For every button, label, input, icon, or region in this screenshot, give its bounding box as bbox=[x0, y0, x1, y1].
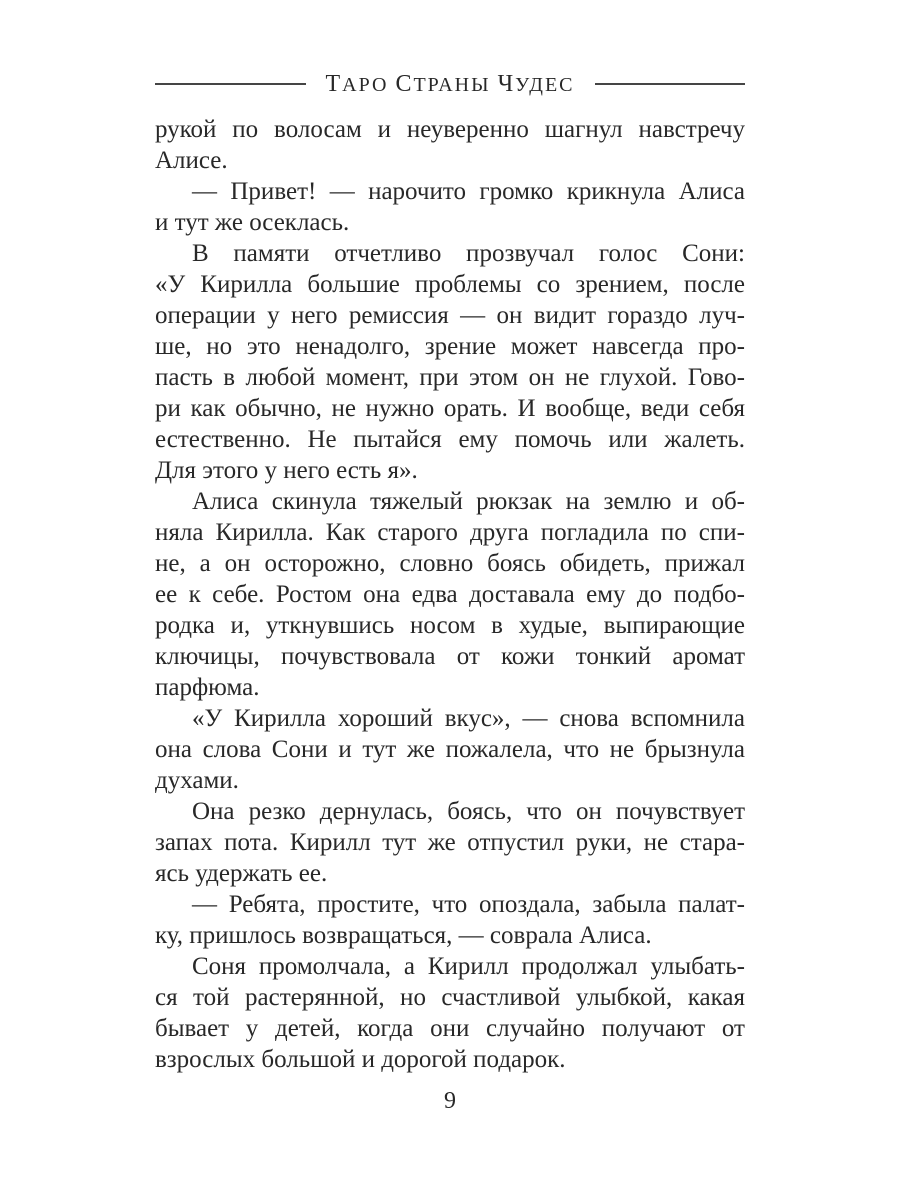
text-line: рукой по волосам и неуверенно шагнул навстречу bbox=[155, 116, 745, 143]
text-line: — Ребята, простите, что опоздала, забыла палат- bbox=[192, 891, 745, 918]
text-line: парфюма. bbox=[155, 674, 260, 701]
paragraph bbox=[155, 951, 745, 1075]
text-line: запах пота. Кирилл тут же отпустил руки, не стара- bbox=[155, 829, 745, 856]
text-line: она слова Сони и тут же пожалела, что не брызнула bbox=[155, 736, 745, 763]
text-line: Она резко дернулась, боясь, что он почувствует bbox=[192, 798, 745, 825]
text-line: «У Кирилла большие проблемы со зрением, после bbox=[155, 271, 745, 298]
text-line: ку, пришлось возвращаться, — соврала Алиса. bbox=[155, 922, 652, 949]
paragraph bbox=[155, 114, 745, 176]
text-line: и тут же осеклась. bbox=[155, 209, 350, 236]
text-line: ключицы, почувствовала от кожи тонкий аромат bbox=[155, 643, 745, 670]
header-rule-right bbox=[595, 83, 746, 85]
text-line: Алисе. bbox=[155, 147, 228, 174]
running-header bbox=[155, 70, 745, 98]
text-line: бывает у детей, когда они случайно получают от bbox=[155, 1015, 745, 1042]
text-line: ее к себе. Ростом она едва доставала ему до подбо- bbox=[155, 581, 745, 608]
text-line: духами. bbox=[155, 767, 239, 794]
text-line: взрослых большой и дорогой подарок. bbox=[155, 1046, 566, 1073]
text-line: пасть в любой момент, при этом он не глухой. Гово- bbox=[155, 364, 745, 391]
text-line: ри как обычно, не нужно орать. И вообще, веди себя bbox=[155, 395, 745, 422]
text-line: — Привет! — нарочито громко крикнула Алиса bbox=[192, 178, 745, 205]
paragraph bbox=[155, 176, 745, 238]
text-line: «У Кирилла хороший вкус», — снова вспомнила bbox=[192, 705, 745, 732]
text-line: операции у него ремиссия — он видит гораздо луч- bbox=[155, 302, 745, 329]
text-line: ше, но это ненадолго, зрение может навсегда про- bbox=[155, 333, 745, 360]
text-line: ся той растерянной, но счастливой улыбкой, какая bbox=[155, 984, 745, 1011]
text-line: няла Кирилла. Как старого друга погладила по спи- bbox=[155, 519, 745, 546]
page-footer bbox=[0, 1088, 900, 1114]
text-line: Алиса скинула тяжелый рюкзак на землю и об- bbox=[192, 488, 745, 515]
text-line: Соня промолчала, а Кирилл продолжал улыбать- bbox=[192, 953, 745, 980]
text-line: естественно. Не пытайся ему помочь или жалеть. bbox=[155, 426, 745, 453]
paragraph bbox=[155, 703, 745, 796]
paragraph bbox=[155, 796, 745, 889]
header-rule-left bbox=[155, 83, 306, 85]
text-line: ясь удержать ее. bbox=[155, 860, 328, 887]
paragraph bbox=[155, 889, 745, 951]
text-line: В памяти отчетливо прозвучал голос Сони: bbox=[192, 240, 745, 267]
paragraph bbox=[155, 238, 745, 486]
book-title: ТАРО СТРАНЫ ЧУДЕС bbox=[325, 70, 575, 97]
text-line: не, а он осторожно, словно боясь обидеть, прижал bbox=[155, 550, 745, 577]
text-line: родка и, уткнувшись носом в худые, выпирающие bbox=[155, 612, 745, 639]
paragraph bbox=[155, 486, 745, 703]
page-text bbox=[155, 114, 745, 1075]
text-line: Для этого у него есть я». bbox=[155, 457, 418, 484]
page-number: 9 bbox=[444, 1088, 456, 1114]
